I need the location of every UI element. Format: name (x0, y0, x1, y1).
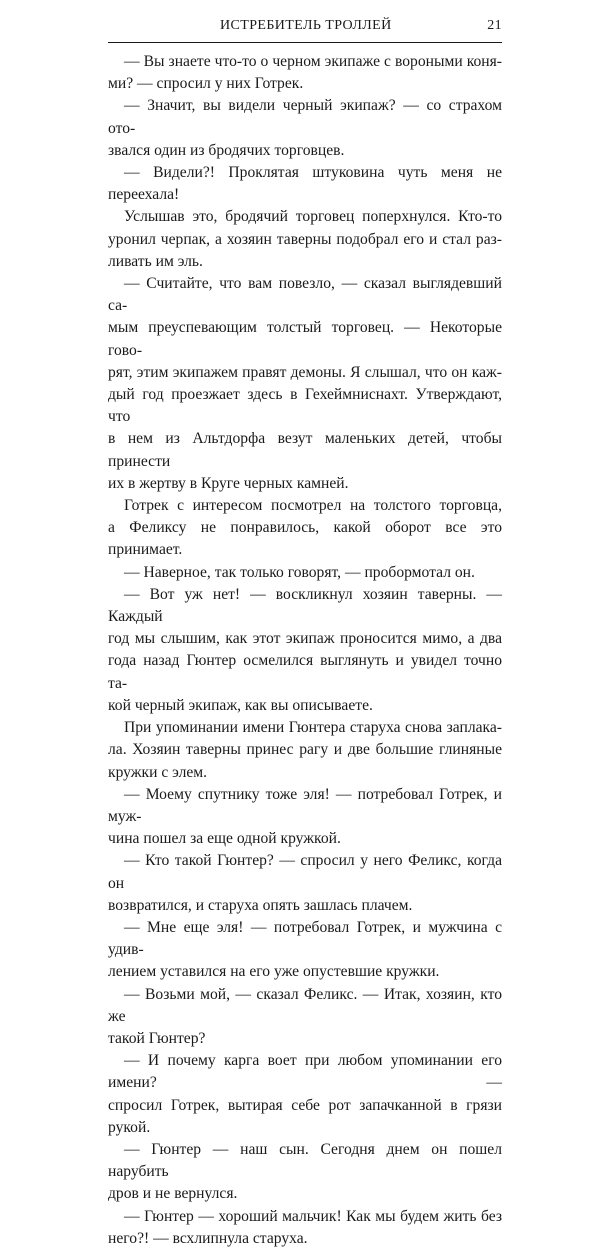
text-line: — Значит, вы видели черный экипаж? — со страхом ото- (108, 97, 502, 137)
text-line: кружки с элем. (108, 763, 208, 781)
text-line: — Кто такой Гюнтер? — спросил у него Феликс, когда он (108, 852, 502, 892)
text-line: Услышав это, бродячий торговец поперхнулся. Кто-то (124, 208, 502, 226)
text-line: их в жертву в Круге черных камней. (108, 474, 349, 492)
page-number: 21 (487, 18, 502, 33)
paragraph (108, 717, 502, 784)
paragraph (108, 917, 502, 984)
text-line: кой черный экипаж, как вы описываете. (108, 696, 373, 714)
text-line: Готрек с интересом посмотрел на толстого торговца, (124, 497, 502, 515)
paragraph (108, 95, 502, 162)
paragraph (108, 984, 502, 1051)
text-line: в нем из Альтдорфа везут маленьких детей, чтобы принести (108, 430, 502, 470)
text-line: дров и не вернулся. (108, 1185, 238, 1203)
text-line: а Феликсу не понравилось, какой оборот все это принимает. (108, 519, 502, 559)
paragraph (108, 584, 502, 717)
text-line: — Мне еще эля! — потребовал Готрек, и мужчина с удив- (108, 918, 502, 959)
text-line: — Моему спутнику тоже эля! — потребовал Готрек, и муж- (108, 785, 502, 825)
paragraph (108, 273, 502, 495)
text-line: — Считайте, что вам повезло, — сказал выглядевший са- (108, 275, 502, 315)
text-line: такой Гюнтер? (108, 1029, 206, 1047)
paragraph (108, 850, 502, 917)
text-line: года назад Гюнтер осмелился выглянуть и увидел точно та- (108, 652, 502, 692)
text-line: мым преуспевающим толстый торговец. — Некоторые гово- (108, 319, 502, 359)
text-line: — Гюнтер — хороший мальчик! Как мы будем жить без (124, 1207, 502, 1225)
paragraph (108, 1050, 502, 1139)
text-line: год мы слышим, как этот экипаж проносится мимо, а два (108, 630, 502, 648)
text-line: спросил Готрек, вытирая себе рот запачканной в грязи рукой. (108, 1096, 502, 1136)
text-line: уронил черпак, а хозяин таверны подобрал его и стал раз- (108, 230, 502, 248)
text-body (108, 51, 502, 1250)
running-title: ИСТРЕБИТЕЛЬ ТРОЛЛЕЙ (220, 18, 392, 33)
text-line: него?! — всхлипнула старуха. (108, 1229, 308, 1247)
running-head (108, 18, 502, 40)
text-line: — Наверное, так только говорят, — пробормотал он. (124, 563, 475, 581)
paragraph (108, 1139, 502, 1206)
text-line: При упоминании имени Гюнтера старуха снова заплака- (124, 719, 502, 737)
paragraph (108, 206, 502, 273)
text-line: звался один из бродячих торговцев. (108, 141, 345, 159)
text-line: чина пошел за еще одной кружкой. (108, 830, 341, 848)
text-line: ми? — спросил у них Готрек. (108, 75, 304, 93)
paragraph (108, 562, 502, 584)
text-line: лением уставился на его уже опустевшие кружки. (108, 963, 440, 981)
text-line: — Вы знаете что-то о черном экипаже с вороными коня- (124, 53, 502, 70)
text-line: — Возьми мой, — сказал Феликс. — Итак, хозяин, кто же (108, 985, 502, 1025)
text-line: возвратился, и старуха опять зашлась плачем. (108, 896, 413, 914)
text-line: — Гюнтер — наш сын. Сегодня днем он пошел нарубить (108, 1140, 502, 1181)
text-line: дый год проезжает здесь в Гехеймниснахт. Утверждают, что (108, 386, 502, 426)
paragraph (108, 495, 502, 562)
text-line: ла. Хозяин таверны принес рагу и две большие глиняные (108, 741, 502, 759)
text-line: — Вот уж нет! — воскликнул хозяин таверны. — Каждый (108, 585, 502, 626)
paragraph (108, 784, 502, 851)
text-line: — Видели?! Проклятая штуковина чуть меня не переехала! (108, 164, 502, 204)
paragraph (108, 1206, 502, 1250)
text-line: ливать им эль. (108, 252, 203, 270)
text-line: — И почему карга воет при любом упоминании его имени? — (108, 1052, 502, 1092)
paragraph (108, 162, 502, 206)
text-line: рят, этим экипажем правят демоны. Я слышал, что он каж- (108, 363, 502, 381)
paragraph (108, 51, 502, 95)
header-rule (108, 42, 502, 43)
